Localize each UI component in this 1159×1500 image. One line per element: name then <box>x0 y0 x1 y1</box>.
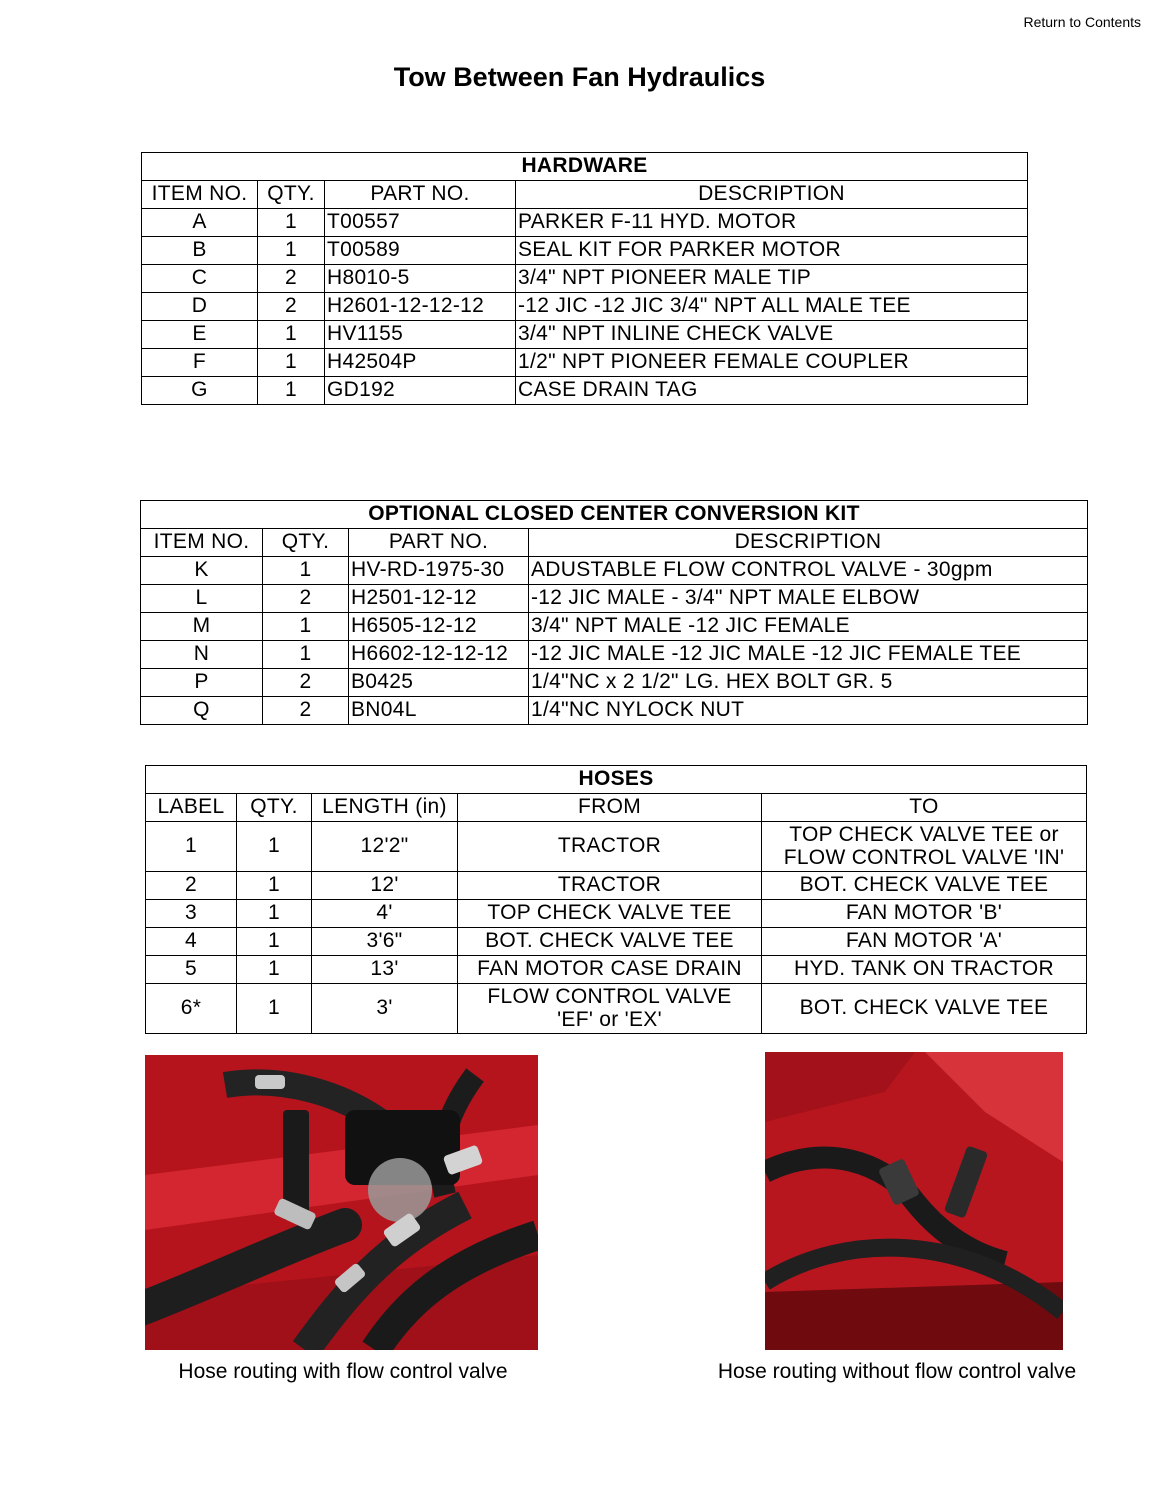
part-cell: T00557 <box>325 209 516 237</box>
hoses-table <box>145 765 1087 1034</box>
column-header: PART NO. <box>349 529 529 557</box>
length-cell: 12'2" <box>312 822 458 872</box>
from-cell: TRACTOR <box>458 872 762 900</box>
item-cell: B <box>142 237 258 265</box>
table-header-row <box>142 181 1028 209</box>
table-row <box>141 613 1088 641</box>
qty-cell: 1 <box>263 613 349 641</box>
table-row <box>146 956 1087 984</box>
qty-cell: 1 <box>237 872 312 900</box>
table-title-row <box>146 766 1087 794</box>
table-row <box>146 900 1087 928</box>
qty-cell: 2 <box>263 669 349 697</box>
label-cell: 3 <box>146 900 237 928</box>
length-cell: 13' <box>312 956 458 984</box>
column-header: FROM <box>458 794 762 822</box>
table-row <box>142 265 1028 293</box>
from-cell: BOT. CHECK VALVE TEE <box>458 928 762 956</box>
description-cell: 3/4" NPT PIONEER MALE TIP <box>516 265 1028 293</box>
table-row <box>142 293 1028 321</box>
label-cell: 2 <box>146 872 237 900</box>
column-header: PART NO. <box>325 181 516 209</box>
table-row <box>141 641 1088 669</box>
qty-cell: 1 <box>237 928 312 956</box>
column-header: ITEM NO. <box>141 529 263 557</box>
table-row <box>141 557 1088 585</box>
column-header: QTY. <box>258 181 325 209</box>
label-cell: 4 <box>146 928 237 956</box>
table-row <box>142 321 1028 349</box>
description-cell: -12 JIC MALE - 3/4" NPT MALE ELBOW <box>529 585 1088 613</box>
qty-cell: 1 <box>237 984 312 1034</box>
description-cell: CASE DRAIN TAG <box>516 377 1028 405</box>
description-cell: 3/4" NPT MALE -12 JIC FEMALE <box>529 613 1088 641</box>
part-cell: H42504P <box>325 349 516 377</box>
qty-cell: 2 <box>263 585 349 613</box>
description-cell: 1/2" NPT PIONEER FEMALE COUPLER <box>516 349 1028 377</box>
to-line-1: TOP CHECK VALVE TEE or <box>789 823 1059 847</box>
part-cell: H8010-5 <box>325 265 516 293</box>
photo-with-flow-control-valve <box>145 1055 538 1350</box>
from-cell: TRACTOR <box>458 822 762 872</box>
hardware-table <box>141 152 1028 405</box>
from-cell: TOP CHECK VALVE TEE <box>458 900 762 928</box>
to-cell: BOT. CHECK VALVE TEE <box>762 984 1087 1034</box>
item-cell: C <box>142 265 258 293</box>
qty-cell: 1 <box>258 377 325 405</box>
table-row <box>142 237 1028 265</box>
item-cell: N <box>141 641 263 669</box>
hydraulic-hoses-photo <box>145 1055 538 1350</box>
conversion-kit-table <box>140 500 1088 725</box>
table-row <box>141 697 1088 725</box>
length-cell: 3'6" <box>312 928 458 956</box>
table-row <box>142 377 1028 405</box>
description-cell: -12 JIC MALE -12 JIC MALE -12 JIC FEMALE TEE <box>529 641 1088 669</box>
qty-cell: 1 <box>237 900 312 928</box>
item-cell: M <box>141 613 263 641</box>
qty-cell: 1 <box>237 822 312 872</box>
item-cell: L <box>141 585 263 613</box>
length-cell: 3' <box>312 984 458 1034</box>
qty-cell: 2 <box>258 293 325 321</box>
qty-cell: 1 <box>258 209 325 237</box>
qty-cell: 1 <box>263 641 349 669</box>
length-cell: 4' <box>312 900 458 928</box>
table-title-row <box>141 501 1088 529</box>
part-cell: GD192 <box>325 377 516 405</box>
description-cell: ADUSTABLE FLOW CONTROL VALVE - 30gpm <box>529 557 1088 585</box>
column-header: LABEL <box>146 794 237 822</box>
table-title: OPTIONAL CLOSED CENTER CONVERSION KIT <box>141 501 1088 529</box>
label-cell: 6* <box>146 984 237 1034</box>
item-cell: D <box>142 293 258 321</box>
from-line-2: 'EF' or 'EX' <box>557 1007 662 1031</box>
to-cell <box>762 822 1087 872</box>
part-cell: H6505-12-12 <box>349 613 529 641</box>
qty-cell: 1 <box>258 321 325 349</box>
table-row <box>146 822 1087 872</box>
description-cell: SEAL KIT FOR PARKER MOTOR <box>516 237 1028 265</box>
part-cell: T00589 <box>325 237 516 265</box>
table-row <box>141 585 1088 613</box>
item-cell: K <box>141 557 263 585</box>
photo-without-flow-control-valve <box>765 1052 1063 1350</box>
label-cell: 1 <box>146 822 237 872</box>
table-row <box>146 872 1087 900</box>
column-header: ITEM NO. <box>142 181 258 209</box>
item-cell: P <box>141 669 263 697</box>
column-header: DESCRIPTION <box>516 181 1028 209</box>
description-cell: 1/4"NC NYLOCK NUT <box>529 697 1088 725</box>
to-cell: BOT. CHECK VALVE TEE <box>762 872 1087 900</box>
table-title-row <box>142 153 1028 181</box>
column-header: QTY. <box>237 794 312 822</box>
column-header: LENGTH (in) <box>312 794 458 822</box>
part-cell: B0425 <box>349 669 529 697</box>
qty-cell: 2 <box>258 265 325 293</box>
qty-cell: 1 <box>263 557 349 585</box>
table-header-row <box>141 529 1088 557</box>
from-cell: FAN MOTOR CASE DRAIN <box>458 956 762 984</box>
label-cell: 5 <box>146 956 237 984</box>
qty-cell: 1 <box>237 956 312 984</box>
part-cell: H6602-12-12-12 <box>349 641 529 669</box>
part-cell: HV-RD-1975-30 <box>349 557 529 585</box>
part-cell: H2601-12-12-12 <box>325 293 516 321</box>
description-cell: -12 JIC -12 JIC 3/4" NPT ALL MALE TEE <box>516 293 1028 321</box>
return-to-contents-link[interactable]: Return to Contents <box>1023 14 1141 30</box>
description-cell: 3/4" NPT INLINE CHECK VALVE <box>516 321 1028 349</box>
to-line-2: FLOW CONTROL VALVE 'IN' <box>783 845 1065 869</box>
part-cell: BN04L <box>349 697 529 725</box>
description-cell: PARKER F-11 HYD. MOTOR <box>516 209 1028 237</box>
qty-cell: 2 <box>263 697 349 725</box>
hydraulic-hoses-photo <box>765 1052 1063 1350</box>
length-cell: 12' <box>312 872 458 900</box>
page-title: Tow Between Fan Hydraulics <box>393 62 766 92</box>
table-row <box>142 209 1028 237</box>
item-cell: G <box>142 377 258 405</box>
to-cell: FAN MOTOR 'B' <box>762 900 1087 928</box>
column-header: TO <box>762 794 1087 822</box>
to-cell: HYD. TANK ON TRACTOR <box>762 956 1087 984</box>
table-row <box>146 984 1087 1034</box>
table-row <box>146 928 1087 956</box>
from-cell <box>458 984 762 1034</box>
photo-caption-left: Hose routing with flow control valve <box>178 1360 508 1383</box>
part-cell: H2501-12-12 <box>349 585 529 613</box>
table-row <box>142 349 1028 377</box>
from-line-1: FLOW CONTROL VALVE <box>487 985 732 1009</box>
item-cell: E <box>142 321 258 349</box>
item-cell: Q <box>141 697 263 725</box>
table-title: HARDWARE <box>142 153 1028 181</box>
table-row <box>141 669 1088 697</box>
description-cell: 1/4"NC x 2 1/2" LG. HEX BOLT GR. 5 <box>529 669 1088 697</box>
item-cell: F <box>142 349 258 377</box>
table-header-row <box>146 794 1087 822</box>
column-header: DESCRIPTION <box>529 529 1088 557</box>
qty-cell: 1 <box>258 237 325 265</box>
table-title: HOSES <box>146 766 1087 794</box>
item-cell: A <box>142 209 258 237</box>
qty-cell: 1 <box>258 349 325 377</box>
to-cell: FAN MOTOR 'A' <box>762 928 1087 956</box>
part-cell: HV1155 <box>325 321 516 349</box>
column-header: QTY. <box>263 529 349 557</box>
photo-caption-right: Hose routing without flow control valve <box>717 1360 1077 1383</box>
